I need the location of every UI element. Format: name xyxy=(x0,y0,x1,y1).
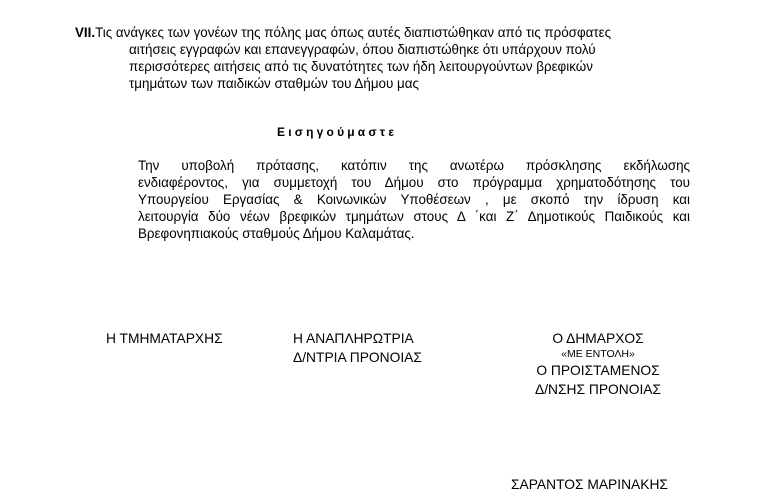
mayor-department: Δ/ΝΣΗΣ ΠΡΟΝΟΙΑΣ xyxy=(534,382,662,397)
signature-head-of-department: Η ΤΜΗΜΑΤΑΡΧΗΣ xyxy=(106,331,223,346)
proposal-paragraph xyxy=(138,157,690,242)
item-text-line-3: περισσότερες αιτήσεις από τις δυνατότητες των ήδη λειτουργούντων βρεφικών xyxy=(129,59,593,74)
signer-name: ΣΑΡΑΝΤΟΣ ΜΑΡΙΝΑΚΗΣ xyxy=(511,477,668,492)
proposal-line-1: Την υποβολή πρότασης, κατόπιν της ανωτέρω πρόσκλησης εκδήλωσης xyxy=(138,158,690,173)
signature-deputy xyxy=(293,329,422,367)
item-vii-line-1 xyxy=(75,24,611,41)
proposal-line-2: ενδιαφέροντος, για συμμετοχή του Δήμου στο πρόγραμμα χρηματοδότησης του xyxy=(138,175,690,190)
item-text-line-1: Τις ανάγκες των γονέων της πόλης μας όπως αυτές διαπιστώθηκαν από τις πρόσφατες xyxy=(95,25,612,40)
deputy-department: Δ/ΝΤΡΙΑ ΠΡΟΝΟΙΑΣ xyxy=(293,350,422,365)
deputy-title: Η ΑΝΑΠΛΗΡΩΤΡΙΑ xyxy=(293,331,414,346)
mayor-by-order: «ΜΕ ΕΝΤΟΛΗ» xyxy=(561,348,635,360)
item-number: VII. xyxy=(75,25,96,40)
item-vii xyxy=(75,24,611,92)
proposal-line-5: Βρεφονηπιακούς σταθμούς Δήμου Καλαμάτας. xyxy=(138,226,415,241)
signature-mayor xyxy=(518,329,678,399)
section-heading: Εισηγούμαστε xyxy=(277,125,398,139)
mayor-head-title: Ο ΠΡΟΙΣΤΑΜΕΝΟΣ xyxy=(536,363,660,378)
mayor-title: Ο ΔΗΜΑΡΧΟΣ xyxy=(552,331,644,346)
item-text-line-4: τμημάτων των παιδικών σταθμών του Δήμου μας xyxy=(129,76,419,91)
proposal-line-3: Υπουργείου Εργασίας & Κοινωνικών Υποθέσεων , με σκοπό την ίδρυση και xyxy=(138,192,690,207)
proposal-line-4: λειτουργία δύο νέων βρεφικών τμημάτων στους Δ ΄και Ζ΄ Δημοτικούς Παιδικούς και xyxy=(138,209,690,224)
item-text-line-2: αιτήσεις εγγραφών και επανεγγραφών, όπου διαπιστώθηκε ότι υπάρχουν πολύ xyxy=(129,42,596,57)
